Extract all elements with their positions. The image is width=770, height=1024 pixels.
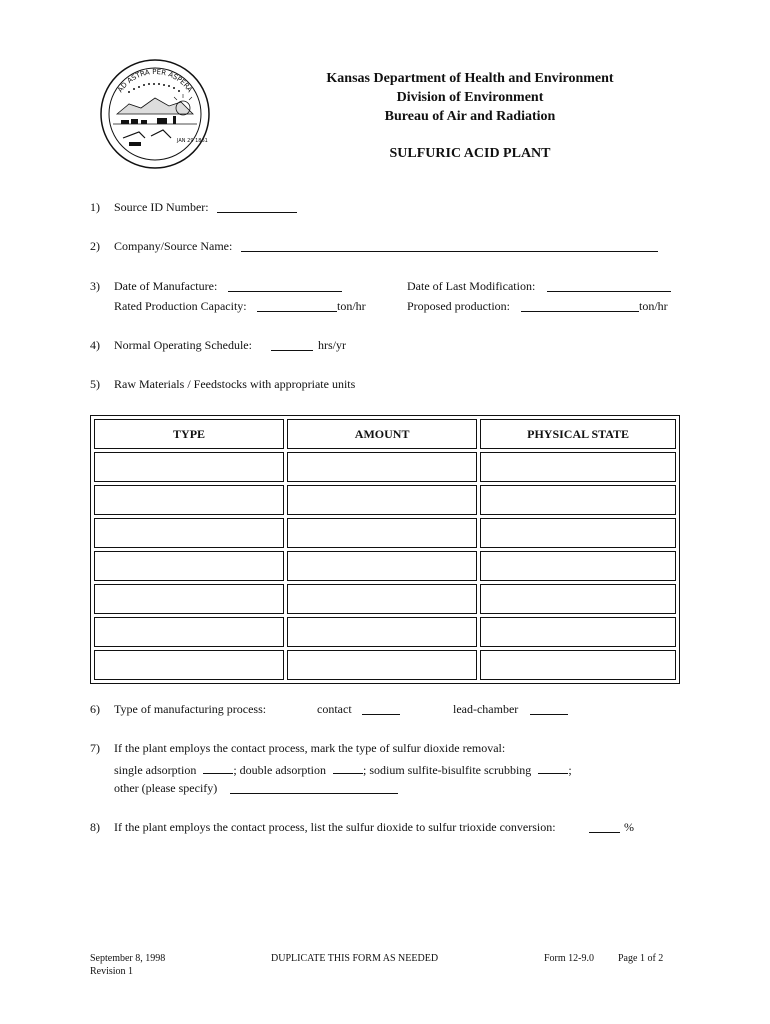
rated-capacity-unit: ton/hr (337, 299, 366, 313)
footer-revision: Revision 1 (90, 966, 134, 977)
footer-page-number: Page 1 of 2 (618, 953, 664, 964)
contact-option-field[interactable] (362, 702, 400, 715)
amount-cell[interactable] (287, 518, 477, 548)
raw-materials-table (90, 415, 680, 684)
q1-label: Source ID Number: (114, 200, 209, 214)
double-adsorption-field[interactable] (333, 761, 363, 774)
date-modification-label: Date of Last Modification: (407, 279, 536, 293)
state-seal-icon (99, 58, 211, 170)
physical-state-cell[interactable] (480, 617, 676, 647)
other-specify-field[interactable] (230, 781, 398, 794)
q2-number: 2) (90, 239, 100, 253)
proposed-production-label: Proposed production: (407, 299, 510, 313)
agency-name: Kansas Department of Health and Environment (326, 71, 614, 86)
proposed-production-unit: ton/hr (639, 299, 668, 313)
physical-state-cell[interactable] (480, 650, 676, 680)
type-cell[interactable] (94, 650, 284, 680)
type-cell[interactable] (94, 551, 284, 581)
seal-motto: AD ASTRA PER ASPERA (116, 67, 194, 94)
source-id-field[interactable] (217, 200, 297, 213)
operating-schedule-field[interactable] (271, 338, 313, 351)
table-row (94, 518, 676, 548)
q7-options-line (114, 761, 572, 778)
single-adsorption-field[interactable] (203, 761, 233, 774)
conversion-percent-field[interactable] (589, 820, 620, 833)
table-row (94, 551, 676, 581)
date-manufacture-field[interactable] (228, 279, 342, 292)
double-adsorption-label: ; double adsorption (233, 763, 326, 777)
table-row (94, 617, 676, 647)
table-row (94, 452, 676, 482)
physical-state-cell[interactable] (480, 584, 676, 614)
physical-state-cell[interactable] (480, 485, 676, 515)
type-cell[interactable] (94, 617, 284, 647)
q5-number: 5) (90, 377, 100, 391)
amount-cell[interactable] (287, 485, 477, 515)
other-specify-label: other (please specify) (114, 781, 218, 795)
table-row (94, 485, 676, 515)
amount-cell[interactable] (287, 452, 477, 482)
footer-form-number: Form 12-9.0 (544, 953, 594, 964)
physical-state-cell[interactable] (480, 551, 676, 581)
q7-label: If the plant employs the contact process, mark the type of sulfur dioxide removal: (114, 741, 506, 755)
company-name-field[interactable] (241, 239, 658, 252)
operating-schedule-unit: hrs/yr (318, 338, 346, 352)
q8-number: 8) (90, 820, 100, 834)
q4-label: Normal Operating Schedule: (114, 338, 252, 352)
contact-option-label: contact (317, 702, 352, 716)
type-column-header: TYPE (94, 419, 284, 449)
rated-capacity-label: Rated Production Capacity: (114, 299, 247, 313)
type-cell[interactable] (94, 584, 284, 614)
type-cell[interactable] (94, 452, 284, 482)
single-adsorption-label: single adsorption (114, 763, 197, 777)
q5-label: Raw Materials / Feedstocks with appropriate units (114, 377, 356, 391)
rated-capacity-field[interactable] (257, 299, 337, 312)
q6-label: Type of manufacturing process: (114, 702, 267, 716)
bureau-name: Bureau of Air and Radiation (384, 109, 556, 124)
amount-cell[interactable] (287, 650, 477, 680)
physical-state-cell[interactable] (480, 452, 676, 482)
division-name: Division of Environment (396, 90, 544, 105)
amount-cell[interactable] (287, 584, 477, 614)
sodium-scrubbing-label: ; sodium sulfite-bisulfite scrubbing (362, 763, 532, 777)
form-title: SULFURIC ACID PLANT (389, 146, 551, 161)
footer-date: September 8, 1998 (90, 953, 166, 964)
table-row (94, 650, 676, 680)
q7-line-end: ; (568, 763, 572, 777)
table-header-row (94, 419, 676, 449)
type-cell[interactable] (94, 485, 284, 515)
lead-chamber-option-field[interactable] (530, 702, 568, 715)
physical-state-cell[interactable] (480, 518, 676, 548)
physical-state-column-header: PHYSICAL STATE (480, 419, 676, 449)
type-cell[interactable] (94, 518, 284, 548)
amount-cell[interactable] (287, 551, 477, 581)
date-manufacture-label: Date of Manufacture: (114, 279, 218, 293)
table-row (94, 584, 676, 614)
lead-chamber-option-label: lead-chamber (453, 702, 519, 716)
q8-label: If the plant employs the contact process, list the sulfur dioxide to sulfur trioxide conversion: (114, 820, 556, 834)
q3-number: 3) (90, 279, 100, 293)
svg-text:AD ASTRA PER ASPERA (116, 68, 194, 94)
q4-number: 4) (90, 338, 100, 352)
proposed-production-field[interactable] (521, 299, 639, 312)
conversion-percent-unit: % (624, 820, 634, 834)
q2-label: Company/Source Name: (114, 239, 233, 253)
footer-duplicate-note: DUPLICATE THIS FORM AS NEEDED (271, 953, 439, 964)
q6-number: 6) (90, 702, 100, 716)
seal-date: JAN 29 1861 (177, 138, 208, 144)
date-modification-field[interactable] (547, 279, 671, 292)
amount-column-header: AMOUNT (287, 419, 477, 449)
q7-number: 7) (90, 741, 100, 755)
amount-cell[interactable] (287, 617, 477, 647)
sodium-scrubbing-field[interactable] (538, 761, 568, 774)
q1-number: 1) (90, 200, 100, 214)
